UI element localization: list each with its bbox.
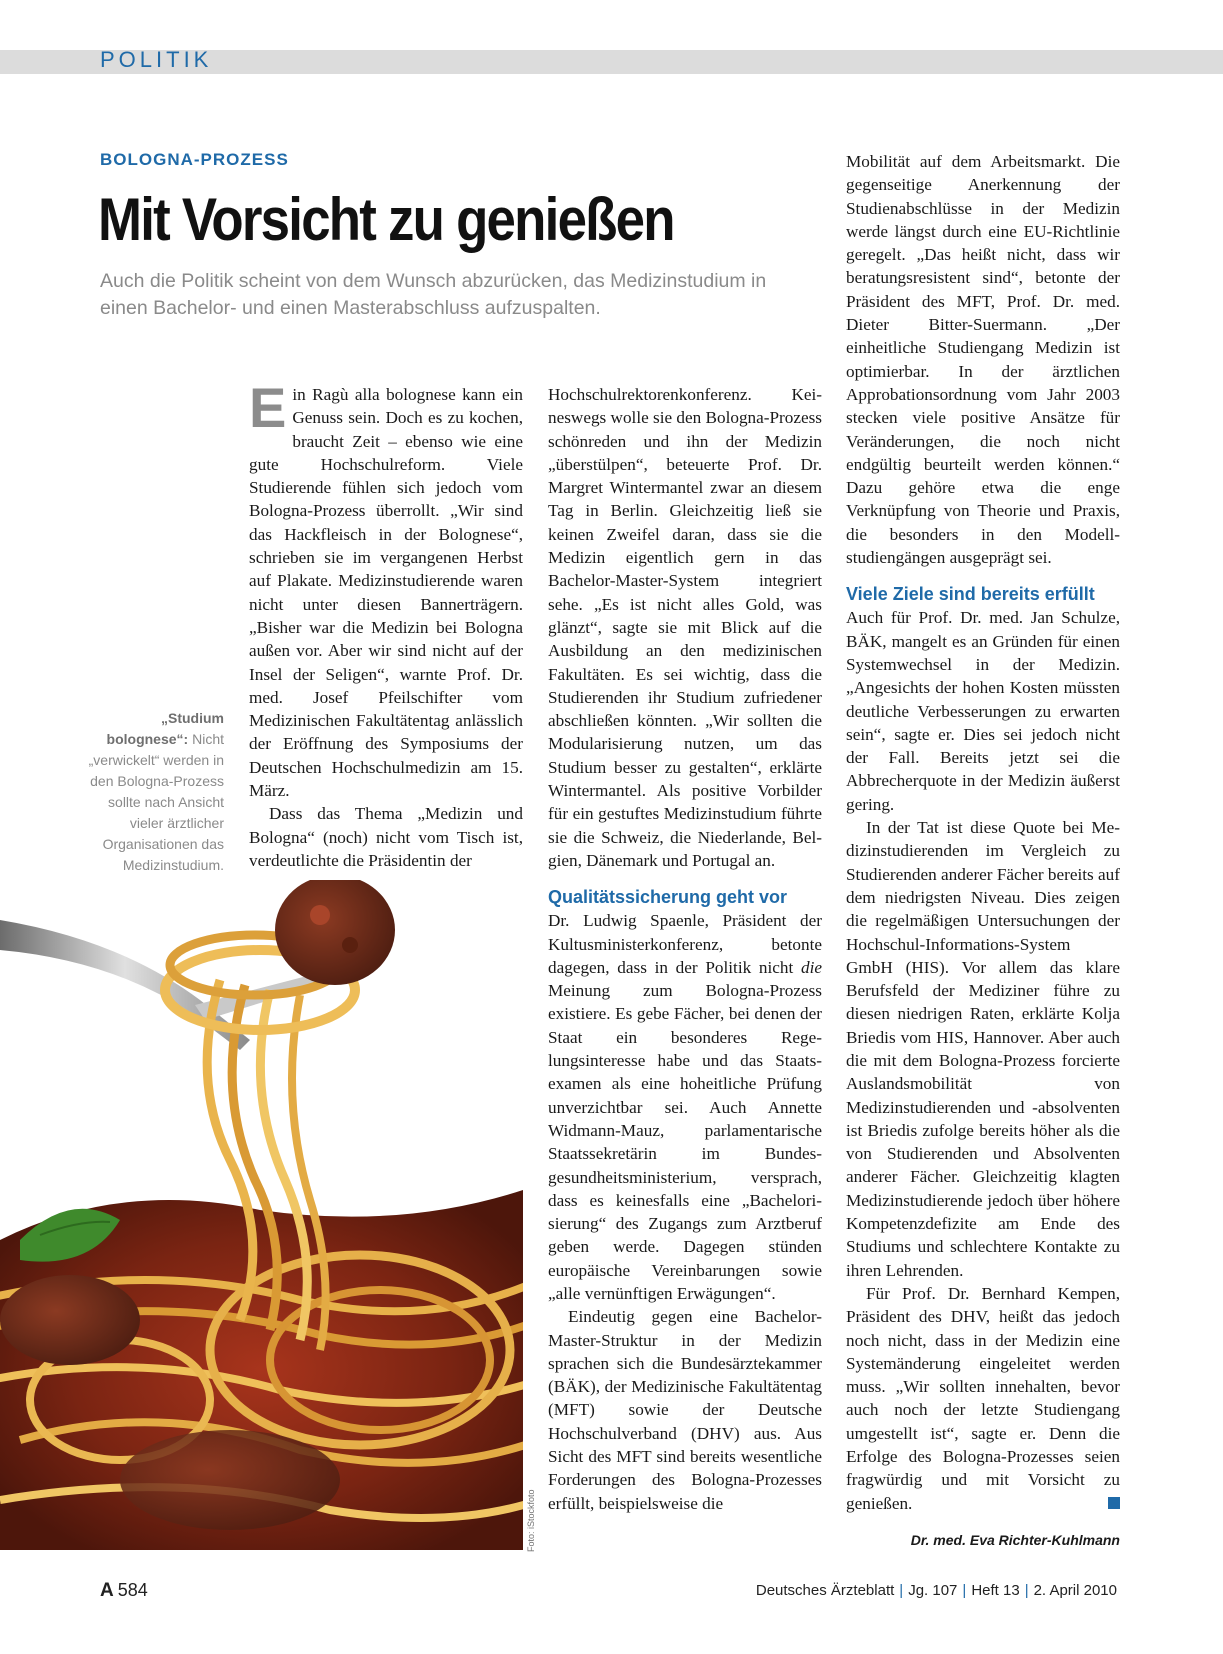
journal-footer [756,1582,1117,1599]
column2-paragraph-2-a: Dr. Ludwig Spaenle, Präsident der Kultusministerkonferenz, betonte dagegen, dass in der Politik nicht [548,911,822,977]
section-label: POLITIK [100,47,213,72]
journal-date: 2. April 2010 [1033,1582,1117,1599]
text-column-1 [249,376,523,872]
column3-paragraph-4 [846,1282,1120,1515]
column3-paragraph-3: In der Tat ist diese Quote bei Medizinstudierenden im Vergleich zu Studierenden anderer Fächer bereits auf dem niedrigsten Niveau. Dies zeigen die regelmäßigen Untersuchungen der Hochschul-Informations-System GmbH (HIS). Vor allem das klare Berufsfeld der Mediziner führe zu diesen niedrigen Raten, erklärte Kolja Briedis vom HIS, Hannover. Aber auch die mit dem Bologna-Prozess forcierte Auslandsmobilität von Medizinstudierenden und -absolventen ist Briedis zufolge bereits höher als die von Studierenden und Absolventen anderer Fächer. Gleichzeitig klagten Medizinstudierende jedoch über höhere Kompetenzdefizite am Ende des Studiums und schlechtere Kontakte zu ihren Lehrenden. [846,818,1120,1280]
author-byline: Dr. med. Eva Richter-Kuhlmann [910,1532,1120,1548]
column2-paragraph-3: Eindeutig gegen eine Bachelor-Master-Struktur in der Medizin sprachen sich die Bundesärztekammer (BÄK), der Medizinische Fakultätentag (MFT) sowie der Deutsche Hochschulverband (DHV) aus. Aus Sicht des MFT sind bereits wesentliche Forderungen des Bologna-Prozesses erfüllt, beispielsweise die [548,1307,822,1513]
column2-paragraph-2-emphasis: die [801,957,822,977]
journal-name: Deutsches Ärzteblatt [755,1582,895,1599]
page-prefix: A [100,1580,114,1601]
column3-paragraph-1: Mobilität auf dem Arbeitsmarkt. Die gegenseitige Anerkennung der Studienabschlüsse in der Medizin werde längst durch eine EU-Richtlinie geregelt. „Das heißt nicht, dass wir beratungsresistent sind“, betonte der Präsident des MFT, Prof. Dr. med. Dieter Bitter-Suermann. „Der einheitliche Studiengang Medizin ist optimierbar. In der ärztlichen Approbationsordnung vom Jahr 2003 stecken viele positive Ansätze für Veränderungen, die noch nicht endgültig beurteilt werden können.“ Dazu gehöre etwa die enge Verknüpfung von Theorie und Praxis, die besonders in den Modellstudiengängen ausgeprägt sei. [846,152,1120,568]
article-title: Mit Vorsicht zu genießen [98,186,674,253]
subhead-quality: Qualitätssicherung geht vor [548,887,788,908]
journal-volume: Jg. 107 [908,1582,958,1599]
subhead-goals: Viele Ziele sind bereits erfüllt [846,584,1095,605]
column2-paragraph-1: Hochschulrektorenkonferenz. Keineswegs wolle sie den Bologna-Prozess schönreden und ihn der Medizin „überstülpen“, beteuerte Prof. Dr. Margret Wintermantel zwar an diesem Tag in Berlin. Gleichzeitig ließ sie keinen Zweifel daran, dass sie die Medizin eigentlich gern in das Bachelor-Master-System integriert sehe. „Es ist nicht alles Gold, was glänzt“, sagte sie mit Blick auf die Ausbildung an den medizinischen Fakultäten. Es sei wichtig, dass die Studierenden ihr Studium zufriedener abschließen könnten. „Wir sollten die Modularisierung nutzen, um das Studium besser zu gestalten“, erklärte Wintermantel. Als positive Vorbilder für ein gestuftes Medizinstudium führte sie die Schweiz, die Niederlande, Belgien, Dänemark und Portugal an. [548,385,822,870]
photo-credit: Foto: iStockfoto [526,1489,536,1552]
footer-separator: | [899,1582,904,1599]
journal-issue: Heft 13 [971,1582,1020,1599]
drop-cap: E [249,376,287,439]
column1-paragraph-1: in Ragù alla bolognese kann ein Genuss sein. Doch es zu kochen, braucht Zeit – ebenso wie eine gute Hochschulreform. Viele Studierende fühlen sich jedoch vom Bologna-Prozess überrollt. „Wir sind das Hackfleisch in der Bolognese“, schrieben sie im vergangenen Herbst auf Plakate. Medizinstudierende waren nicht unter diesen Bannerträgern. „Bisher war die Medizin bei Bologna außen vor. Aber wir sind nicht auf der Insel der Seligen“, warnte Prof. Dr. med. Josef Pfeilschifter vom Medizinischen Fakultätentag anlässlich der Eröffnung des Symposiums der Deutschen Hochschulmedizin am 15. März. [249,385,523,801]
column2-paragraph-2 [548,909,822,1305]
spaghetti-illustration [0,880,523,1550]
text-column-2 [548,383,822,1515]
page-number-value: 584 [117,1580,148,1600]
photo-caption [78,708,224,876]
column1-paragraph-2: Dass das Thema „Medizin und Bologna“ (noch) nicht vom Tisch ist, verdeutlichte die Präsidentin der [249,804,523,870]
text-column-3 [846,150,1120,1515]
column2-paragraph-2-b: Meinung zum Bologna-Prozess existiere. Es gebe Fächer, bei denen der Staat ein besonderes Regelungsinteresse habe und das Staatsexamen als eine hoheitliche Prüfung unverzichtbar sei. Auch Annette Widmann-Mauz, parlamentarische Staatssekretärin im Bundesgesundheitsministerium, versprach, dass es keinesfalls eine „Bachelorisierung“ des Zugangs zum Arztberuf geben werde. Dagegen stünden europäische Vereinbarungen sowie „alle vernünftigen Erwägungen“. [548,981,822,1303]
footer-separator: | [962,1582,967,1599]
caption-bold: „Studium bolognese“: [106,710,224,747]
footer-separator: | [1024,1582,1029,1599]
column3-paragraph-2: Auch für Prof. Dr. med. Jan Schulze, BÄK, mangelt es an Gründen für einen Systemwechsel in der Medizin. „Angesichts der hohen Kosten müssten deutliche Verbesserungen zu erwarten sein“, sagte er. Dies sei jedoch nicht der Fall. Bereits jetzt sei die Abbrecherquote in der Medizin äußerst gering. [846,608,1120,814]
page-number [100,1580,148,1602]
article-lead: Auch die Politik scheint von dem Wunsch abzurücken, das Medizinstudium in einen Bachelor- und einen Masterabschluss aufzuspalten. [100,270,767,319]
end-mark-icon [1108,1497,1120,1509]
caption-text: Nicht „verwickelt“ werden in den Bologna-Prozess sollte nach Ansicht vieler ärztlicher Organisationen das Medizinstudium. [88,731,224,873]
column3-paragraph-4-text: Für Prof. Dr. Bernhard Kempen, Präsident des DHV, heißt das jedoch noch nicht, dass in der Medizin eine Systemänderung eingeleitet werden muss. „Wir sollten innehalten, bevor auch noch der letzte Studiengang umgestellt ist“, sagte er. Denn die Erfolge des Bologna-Prozesses seien fragwürdig und mit Vorsicht zu genießen. [846,1283,1120,1513]
spaghetti-photo [0,880,523,1550]
article-kicker: BOLOGNA-PROZESS [100,150,289,169]
